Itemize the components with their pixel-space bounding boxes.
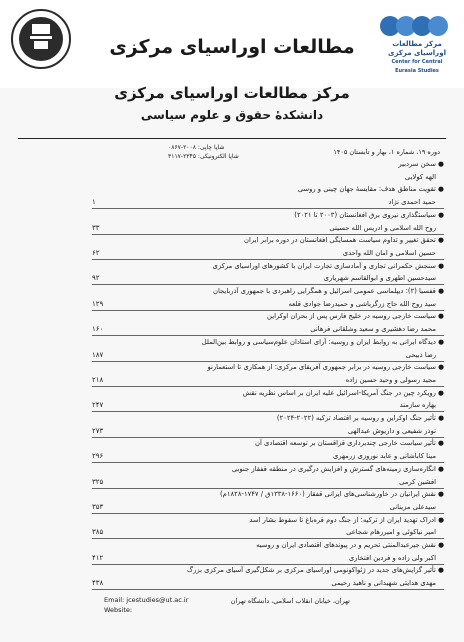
article-title: ● سنجش حکمرانی تجاری و آمادسازی تجارت ایران با کشورهای اوراسیای مرکزی [212, 261, 444, 270]
article-authors: امیر نیاکوئی و امیررهام شجاعی [346, 528, 436, 537]
article-title: ● تأثیر گرایش‌های جدید در ژئواکونومی اوراسیای مرکزی بر شکل‌گیری آسیای مرکزی بزرگ [187, 566, 444, 575]
article-title: ● سخن سردبیر [398, 160, 444, 168]
article-title: ● سیاست خارجی روسیه در خلیج فارس پس از بحران اوکراین [267, 312, 444, 321]
entry-divider [92, 513, 444, 514]
article-authors: سیدحسین اطهری و ابوالقاسم شهریاری [323, 274, 436, 283]
entry-divider [92, 564, 444, 565]
article-authors: مهدی هدایتی شهیدانی و ناهید رحیمی [331, 579, 436, 588]
article-title: ● تأثیر سیاست خارجی چندبرداری قزاقستان بر توسعه اقتصادی آن [255, 439, 444, 448]
page-number: ۱۲۹ [92, 299, 104, 308]
article-authors: روح الله اسلامی و ادریس الله حسینی [329, 223, 436, 232]
center-logo-caption [382, 40, 452, 76]
page-number: ۳۲۵ [92, 477, 104, 486]
page-number: ۴۱۲ [92, 553, 104, 562]
center-logo-line1: مرکز مطالعات [392, 40, 442, 48]
article-authors: نوذر شفیعی و داریوش عبدالهی [347, 426, 436, 435]
article-title: ● ادراک تهدید ایران از ترکیه: از جنگ دوم قره‌باغ تا سقوط بشار اسد [249, 515, 444, 524]
article-authors: محمد رضا دهشیری و سعید وشلقانی فرهانی [310, 325, 436, 334]
entry-divider [92, 437, 444, 438]
faculty-name: دانشکدهٔ حقوق و علوم سیاسی [140, 108, 324, 122]
page-number: ۲۷۳ [92, 426, 104, 435]
entry-divider [92, 310, 444, 311]
email-text: Email: jcestudies@ut.ac.ir [104, 596, 189, 604]
article-title: ● تأثیر جنگ اوکراین و روسیه بر اقتصاد ترکیه (۲۰۲۲-۲۰۲۴) [276, 414, 444, 422]
journal-title: مطالعات اوراسیای مرکزی [109, 36, 355, 58]
article-title: ● دیدگاه ایرانی به روابط ایران و روسیه: آرای استادان علوم‌سیاسی و روابط بین‌الملل [201, 337, 444, 346]
article-title: ● تحقق تغییر و تداوم سیاست همسایگی افغانستان در دوره برابر ایران [244, 236, 444, 245]
article-authors: سیدعلی مزینانی [389, 502, 436, 511]
entry-divider [92, 488, 444, 489]
page-number: ۲۹۶ [92, 452, 104, 461]
article-title: ● نقش جیرعبدالمنتی تحریم و در پیوندهای اقتصادی ایران و روسیه [256, 541, 444, 549]
article-authors: الهه کولایی [404, 172, 436, 181]
article-title: ● نقش ایرانیان در خاورشناسی‌های ایرانی قفقاز (۱۶۶۰-۱۳۳۸ق / ۱۷۴۷-۱۸۲۸م) [220, 490, 444, 499]
article-title: ● انگاره‌سازی زمینه‌های گسترش و افزایش درگیری در منطقه قفقاز جنوبی [231, 464, 444, 473]
page-number: ۳۳ [92, 223, 100, 232]
page-number: ۹۲ [92, 274, 100, 283]
article-authors: اکبر ولی زاده و فردین افتخاری [348, 553, 436, 562]
page-number: ۳۵۳ [92, 502, 104, 511]
university-logo [10, 8, 72, 74]
article-authors: حمید احمدی نژاد [388, 198, 436, 207]
page-number: ۴۳۸ [92, 579, 104, 588]
page-number: ۶۲ [92, 248, 100, 257]
article-authors: مجید رسولی و وحید حسین زاده [345, 375, 436, 384]
article-authors: بهاره سازمند [399, 401, 436, 410]
entry-divider [92, 411, 444, 412]
article-authors: مینا کاباشانی و عابد نوروزی زرمهری [332, 452, 436, 461]
page-number: ۳۸۵ [92, 528, 104, 537]
center-name: مرکز مطالعات اوراسیای مرکزی [114, 84, 350, 102]
issn-print: شاپا چاپی: ۲۰۰۸-۰۸۶۷ [168, 144, 225, 151]
entry-divider [92, 284, 444, 285]
entry-divider [92, 234, 444, 235]
article-authors: رضا ذبیحی [405, 350, 436, 359]
page-number: ۱۸۷ [92, 350, 104, 359]
entry-divider [92, 538, 444, 539]
center-logo [378, 14, 456, 42]
entry-divider [92, 386, 444, 387]
address-text: تهران، خیابان انقلاب اسلامی، دانشگاه تهران [230, 597, 350, 605]
page-number: ۲۱۸ [92, 375, 104, 384]
header-divider [18, 138, 446, 139]
page-number: ۱ [92, 198, 96, 207]
article-authors: افشین کرمی [399, 477, 436, 486]
page-number: ۲۴۷ [92, 401, 104, 410]
article-title: ● قفسیا (۲): دیپلماسی عمومی اسرائیل و همگرایی راهبردی با جمهوری آذربایجان [212, 287, 444, 295]
entry-divider [92, 259, 444, 260]
article-title: ● تقویت مناطق هدف: مقایسهٔ جهان چینی و روسی [297, 185, 444, 194]
article-title: ● رویکرد چین در جنگ آمریکا-اسرائیل علیه ایران بر اساس نظریه نقش [242, 388, 444, 397]
issn-block [168, 143, 248, 161]
entry-divider [92, 361, 444, 362]
issue-info: دوره ۱۹، شماره ۱، بهار و تابستان ۱۴۰۵ [333, 148, 440, 156]
entry-divider [92, 335, 444, 336]
entry-divider [92, 208, 444, 209]
center-logo-line3: Center for Central Eurasia Studies [391, 59, 443, 74]
article-authors: سید روح الله حاج زرگرباشی و حمیدرضا جوادی قلعه [288, 299, 436, 308]
page-number: ۱۶۰ [92, 325, 104, 334]
website-text: Website: [104, 606, 133, 614]
article-title: ● سیاست خارجی روسیه در برابر جمهوری آفریقای مرکزی: از همکاری تا استعمارنو [207, 363, 444, 372]
entry-divider [92, 589, 444, 590]
entry-divider [92, 462, 444, 463]
article-authors: حسین اسلامی و امان الله واحدی [342, 248, 436, 257]
center-logo-line2: اوراسیای مرکزی [388, 49, 446, 57]
contact-block [104, 595, 188, 615]
issn-online: شاپا الکترونیکی: ۲۳۴۵-۳۱۱۷ [168, 153, 239, 160]
article-title: ● سیاستگذاری نیروی برق افغانستان (۲۰۰۳ تا ۲۰۲۱) [294, 210, 444, 219]
